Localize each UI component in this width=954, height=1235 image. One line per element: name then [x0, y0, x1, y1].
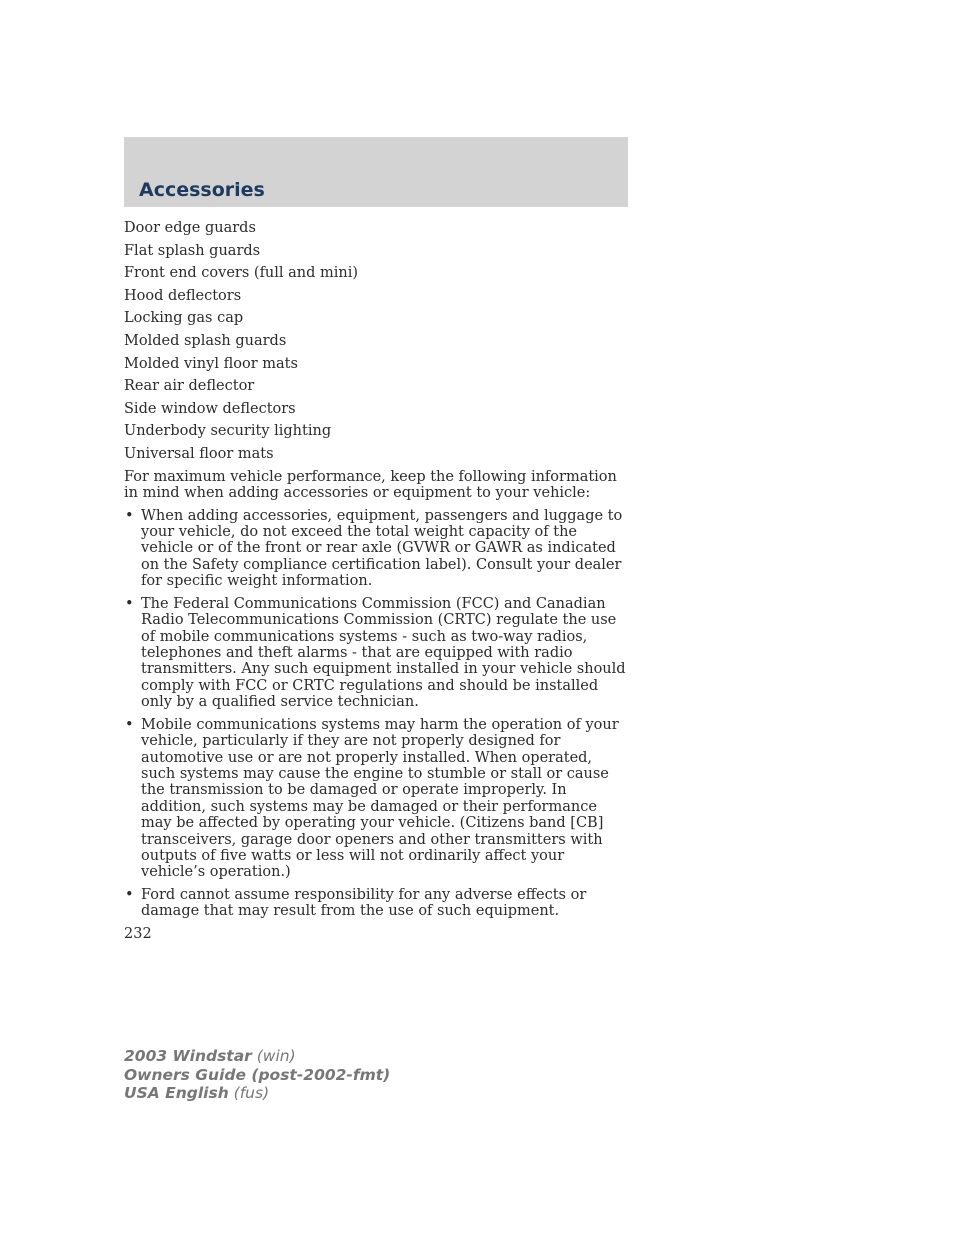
footer-model-code: (win)	[251, 1047, 296, 1065]
footer-line-1	[124, 1047, 390, 1066]
bullet-dot-icon: •	[125, 595, 134, 612]
section-title: Accessories	[139, 179, 265, 201]
list-item: Universal floor mats	[124, 445, 274, 462]
bullet-item	[124, 508, 628, 590]
bullet-text: When adding accessories, equipment, passengers and luggage to your vehicle, do not exceed the total weight capacity of the vehicle or of the front or rear axle (GVWR or GAWR as indicated on the Safety compliance certification label). Consult your dealer for specific weight information.	[141, 507, 623, 590]
bullet-item	[124, 887, 628, 920]
bullet-item	[124, 596, 628, 711]
bullet-text: Mobile communications systems may harm the operation of your vehicle, particularly if they are not properly designed for automotive use or are not properly installed. When operated, such systems may cause the engine to stumble or stall or cause the transmission to be damaged or operate improperly. In addition, such systems may be damaged or their performance may be affected by operating your vehicle. (Citizens band [CB] transceivers, garage door openers and other transmitters with outputs of five watts or less will not ordinarily affect your vehicle’s operation.)	[141, 716, 619, 881]
footer-line-3	[124, 1084, 390, 1103]
section-header-band	[124, 137, 628, 207]
list-item: Molded splash guards	[124, 332, 287, 349]
page-number: 232	[124, 926, 152, 942]
list-item: Underbody security lighting	[124, 423, 332, 440]
bullet-dot-icon: •	[125, 887, 134, 904]
footer-line-2	[124, 1066, 390, 1085]
list-item: Side window deflectors	[124, 400, 296, 417]
bullet-list	[124, 508, 628, 920]
bullet-item	[124, 717, 628, 881]
list-item: Hood deflectors	[124, 287, 242, 304]
footer-model: 2003 Windstar	[124, 1047, 252, 1065]
bullet-text: The Federal Communications Commission (FCC) and Canadian Radio Telecommunications Commission (CRTC) regulate the use of mobile communications systems - such as two-way radios, telephones and theft alarms - that are equipped with radio transmitters. Any such equipment installed in your vehicle should comply with FCC or CRTC regulations and should be installed only by a qualified service technician.	[141, 595, 626, 711]
intro-paragraph: For maximum vehicle performance, keep the following information in mind when adding accessories or equipment to your vehicle:	[124, 468, 617, 501]
page-content	[124, 220, 628, 926]
list-item: Rear air deflector	[124, 378, 255, 395]
list-item: Locking gas cap	[124, 310, 244, 327]
list-item: Flat splash guards	[124, 242, 261, 259]
footer-language-code: (fus)	[228, 1084, 270, 1102]
bullet-dot-icon: •	[125, 716, 134, 733]
footer-guide: Owners Guide (post-2002-fmt)	[124, 1065, 391, 1084]
bullet-text: Ford cannot assume responsibility for any adverse effects or damage that may result from the use of such equipment.	[141, 887, 587, 920]
accessory-list	[124, 220, 628, 462]
bullet-dot-icon: •	[125, 507, 134, 524]
list-item: Molded vinyl floor mats	[124, 355, 298, 372]
list-item: Door edge guards	[124, 220, 256, 236]
list-item: Front end covers (full and mini)	[124, 265, 359, 282]
footer-language: USA English	[124, 1084, 229, 1102]
document-footer	[124, 1047, 390, 1103]
